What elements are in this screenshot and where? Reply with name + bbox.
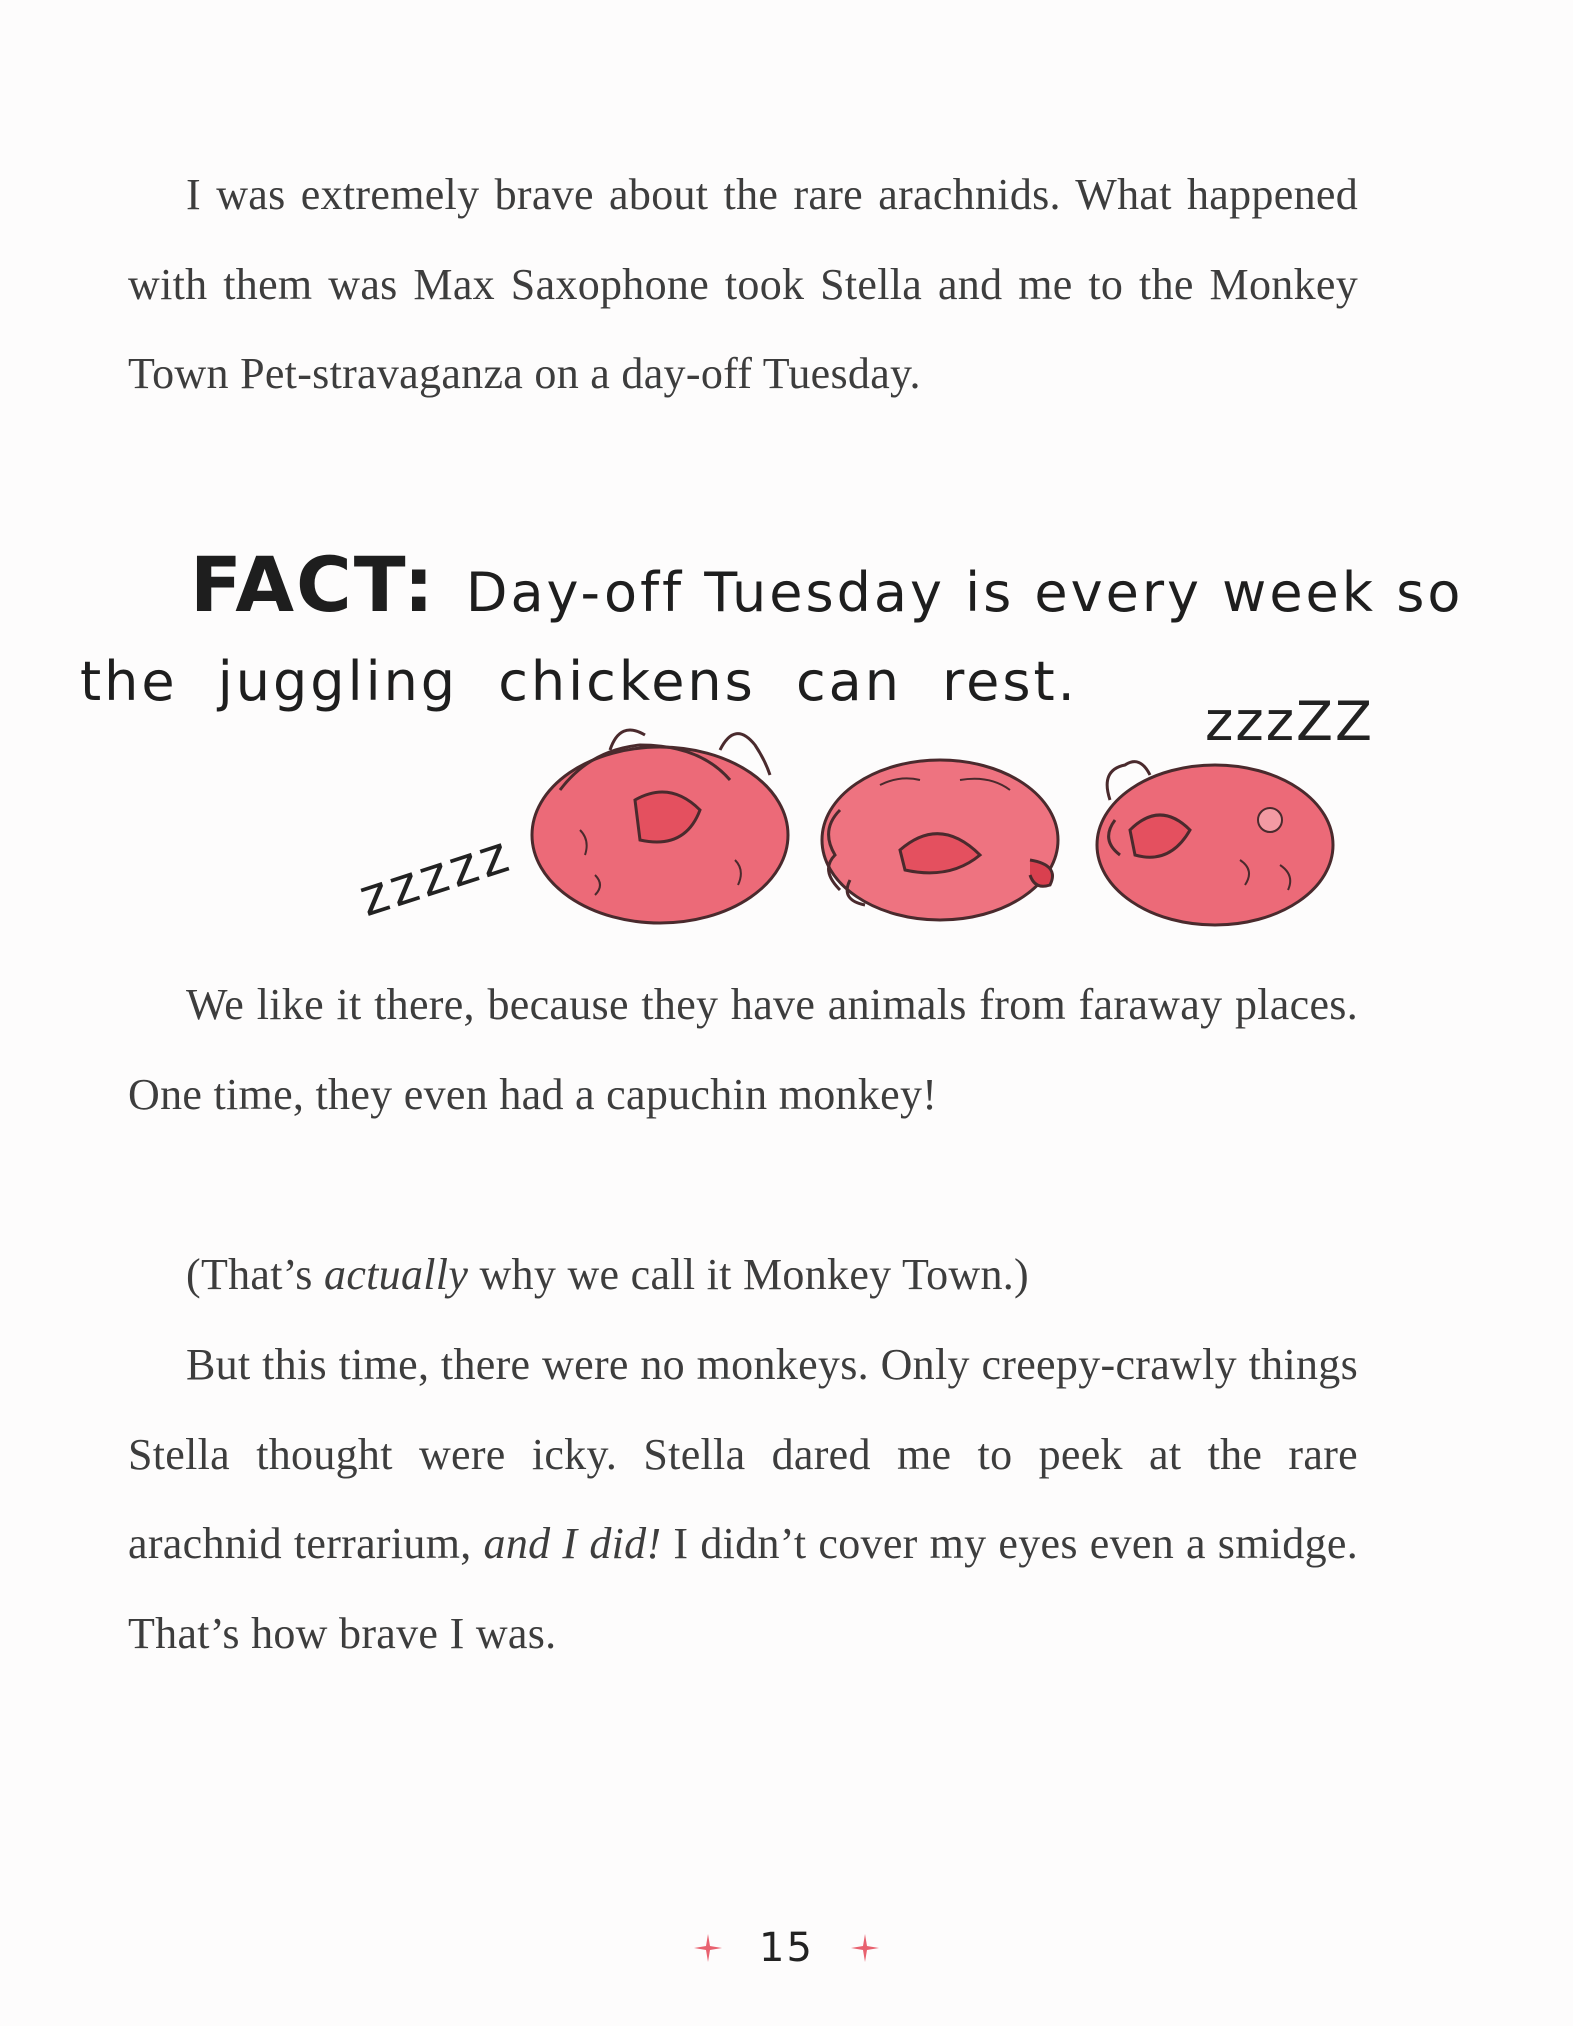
paragraph-4 xyxy=(128,1320,1358,1678)
paragraph-3-emphasis: actually xyxy=(324,1250,469,1299)
fact-text-1: Day-off Tuesday is every week so xyxy=(465,561,1464,624)
paragraph-3 xyxy=(128,1230,1358,1320)
paragraph-4-part-1: But this time, there were no monkeys. Only creepy-crawly things Stella thought were icky. Stella dared me to peek at the rare arachnid terrarium, xyxy=(128,1340,1358,1568)
chicken-3 xyxy=(1097,762,1333,925)
star-left-icon xyxy=(691,1931,725,1965)
page-number: 15 xyxy=(759,1925,814,1971)
paragraph-4-part-2: I didn’t cover my eyes even a smidge. That’s how brave I was. xyxy=(128,1519,1358,1658)
page-footer xyxy=(0,1925,1573,1971)
paragraph-3-part-1: (That’s xyxy=(186,1250,325,1299)
paragraph-3-part-2: why we call it Monkey Town.) xyxy=(468,1250,1029,1299)
sleep-text-left: zzzzz xyxy=(352,823,520,929)
chicken-2 xyxy=(822,760,1058,920)
fact-line-1 xyxy=(190,540,1463,629)
sleeping-chickens-illustration xyxy=(340,690,1460,950)
paragraph-1: I was extremely brave about the rare arachnids. What happened with them was Max Saxophone took Stella and me to the Monkey Town Pet-stravaganza on a day-off Tuesday. xyxy=(128,170,1358,398)
fact-line-2: the juggling chickens can rest. xyxy=(80,650,1078,713)
fact-label: FACT: xyxy=(190,540,436,629)
sleep-text-right: zzzZZ xyxy=(1205,690,1375,753)
star-right-icon xyxy=(848,1931,882,1965)
chicken-1 xyxy=(532,730,788,923)
paragraph-4-emphasis: and I did! xyxy=(483,1519,662,1568)
paragraph-2: We like it there, because they have animals from faraway places. One time, they even had a capuchin monkey! xyxy=(128,980,1358,1119)
